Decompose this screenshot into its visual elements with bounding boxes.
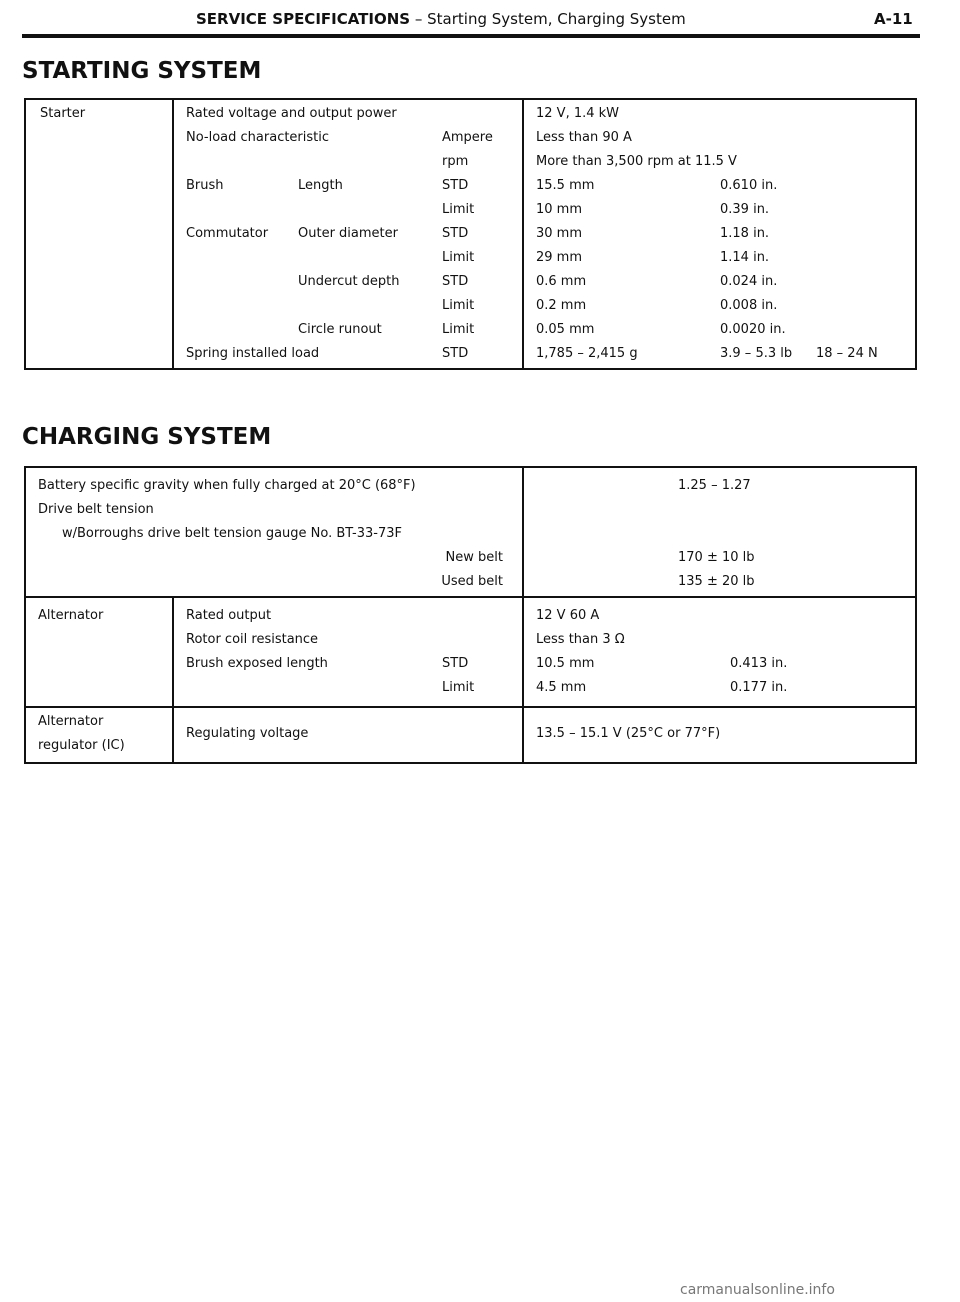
regulating-voltage-label: Regulating voltage [186, 726, 309, 741]
divider [522, 468, 524, 762]
row-sub: Outer diameter [298, 226, 398, 241]
row-value: 10 mm [536, 202, 583, 217]
header-title-bold: SERVICE SPECIFICATIONS [196, 10, 411, 28]
drive-belt-label: Drive belt tension [38, 502, 154, 517]
row-value-in: 0.024 in. [720, 274, 778, 289]
alt-row-value: 10.5 mm [536, 656, 595, 671]
row-item: No-load characteristic [186, 130, 330, 145]
component-starter: Starter [40, 106, 86, 121]
starting-system-heading: STARTING SYSTEM [22, 58, 262, 84]
divider [26, 706, 915, 708]
alt-row-value: 4.5 mm [536, 680, 587, 695]
row-condition: Limit [442, 250, 475, 265]
used-belt-label: Used belt [441, 574, 503, 589]
component-regulator-line2: regulator (IC) [38, 738, 125, 753]
divider [172, 100, 174, 368]
row-condition: Ampere [442, 130, 493, 145]
row-value-in: 0.610 in. [720, 178, 778, 193]
gravity-value: 1.25 – 1.27 [678, 478, 751, 493]
row-condition: STD [442, 274, 469, 289]
page-number: A-11 [874, 10, 913, 28]
row-value: 12 V, 1.4 kW [536, 106, 620, 121]
alt-row-item: Rated output [186, 608, 272, 623]
alt-row-value-in: 0.413 in. [730, 656, 788, 671]
row-condition: rpm [442, 154, 469, 169]
alt-row-item: Rotor coil resistance [186, 632, 319, 647]
row-value-n: 18 – 24 N [816, 346, 878, 361]
row-item: Brush [186, 178, 224, 193]
row-condition: Limit [442, 202, 475, 217]
component-alternator: Alternator [38, 608, 104, 623]
header-title [196, 10, 686, 28]
row-value: 15.5 mm [536, 178, 595, 193]
row-item: Commutator [186, 226, 269, 241]
battery-gravity-label: Battery specific gravity when fully charged at 20°C (68°F) [38, 478, 416, 493]
row-value: 0.05 mm [536, 322, 595, 337]
charging-system-heading: CHARGING SYSTEM [22, 424, 272, 450]
row-value: 1,785 – 2,415 g [536, 346, 638, 361]
alt-row-value-in: 0.177 in. [730, 680, 788, 695]
row-value-in: 1.18 in. [720, 226, 770, 241]
divider [26, 596, 915, 598]
charging-table [24, 466, 917, 764]
alt-row-condition: Limit [442, 680, 475, 695]
starting-table [24, 98, 917, 370]
row-value: More than 3,500 rpm at 11.5 V [536, 154, 737, 169]
row-condition: Limit [442, 322, 475, 337]
component-regulator-line1: Alternator [38, 714, 104, 729]
row-value-in: 0.0020 in. [720, 322, 786, 337]
alt-row-value: 12 V 60 A [536, 608, 600, 623]
header-rule [22, 34, 920, 38]
divider [172, 598, 174, 762]
divider [522, 100, 524, 368]
row-item: Spring installed load [186, 346, 320, 361]
row-value-in: 0.39 in. [720, 202, 770, 217]
row-sub: Undercut depth [298, 274, 400, 289]
row-value: 0.6 mm [536, 274, 587, 289]
used-belt-value: 135 ± 20 lb [678, 574, 755, 589]
regulating-voltage-value: 13.5 – 15.1 V (25°C or 77°F) [536, 726, 721, 741]
footer-watermark: carmanualsonline.info [680, 1282, 835, 1298]
row-condition: STD [442, 346, 469, 361]
row-value-in: 0.008 in. [720, 298, 778, 313]
row-sub: Length [298, 178, 343, 193]
row-value: 0.2 mm [536, 298, 587, 313]
row-condition: Limit [442, 298, 475, 313]
row-value-in: 3.9 – 5.3 lb [720, 346, 793, 361]
header-title-rest: – Starting System, Charging System [410, 10, 686, 28]
row-value: Less than 90 A [536, 130, 632, 145]
new-belt-label: New belt [445, 550, 503, 565]
row-value: 30 mm [536, 226, 583, 241]
row-condition: STD [442, 226, 469, 241]
alt-row-value: Less than 3 Ω [536, 632, 625, 647]
row-value: 29 mm [536, 250, 583, 265]
new-belt-value: 170 ± 10 lb [678, 550, 755, 565]
alt-row-condition: STD [442, 656, 469, 671]
gauge-label: w/Borroughs drive belt tension gauge No. BT-33-73F [62, 526, 402, 541]
alt-row-item: Brush exposed length [186, 656, 328, 671]
row-condition: STD [442, 178, 469, 193]
row-item: Rated voltage and output power [186, 106, 397, 121]
row-value-in: 1.14 in. [720, 250, 770, 265]
page-header [0, 10, 960, 32]
row-sub: Circle runout [298, 322, 382, 337]
